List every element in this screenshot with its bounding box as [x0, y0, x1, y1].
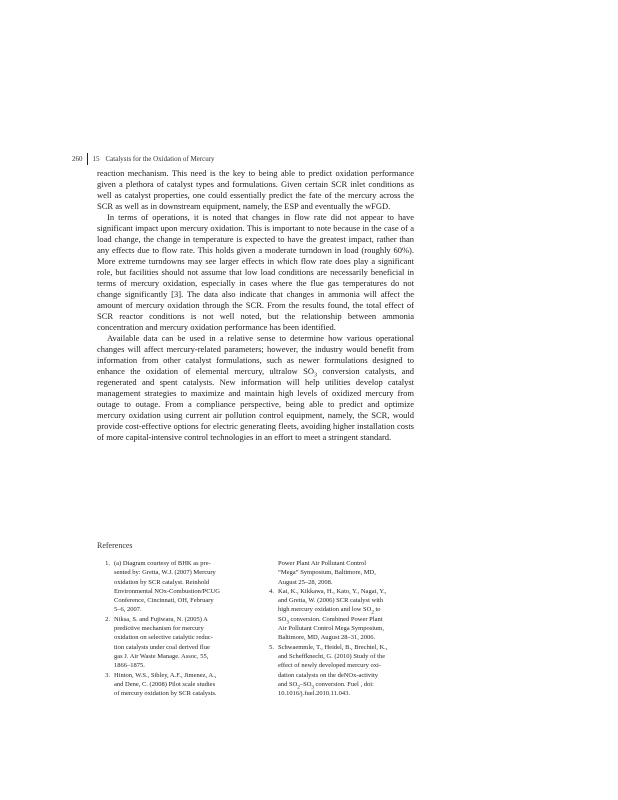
reference-5 — [261, 643, 417, 699]
reference-line: Kai, K., Kikkawa, H., Kato, Y., Nagai, Y., — [278, 587, 387, 595]
reference-line: and Gretta, W. (2006) SCR catalyst with — [278, 597, 384, 605]
reference-line: (a) Diagram courtesy of BHK as pre- — [114, 560, 211, 567]
reference-number: 1. — [105, 560, 110, 567]
references-column-left — [97, 559, 253, 698]
references-column-right — [261, 559, 417, 698]
running-header — [72, 153, 215, 165]
paragraph-1: reaction mechanism. This need is the key to being able to predict oxidation performance given a plethora of catalyst types and formulations. Given certain SCR inlet conditions as well as catalyst properties, one could essentially predict the fate of the mercury across the SCR as well as in downstream equipment, namely, the ESP and eventually the wFGD. — [97, 168, 414, 211]
reference-number: 4. — [269, 587, 274, 595]
reference-line: oxidation by SCR catalyst. Reinhold — [114, 578, 210, 586]
reference-line: oxidation on selective catalytic reduc- — [114, 634, 213, 642]
reference-line: and $SO_2-SO_3$ conversion. Fuel , doi: — [278, 680, 374, 691]
references-heading: References — [97, 541, 133, 550]
paragraph-2: In terms of operations, it is noted that changes in flow rate did not appear to have significant impact upon mercury oxidation. This is important to note because in the case of a load change, the change in temperature is expected to have the greatest impact, rather than any effects due to flow rate. This holds given a moderate turndown in load (roughly 60%). More extreme turndowns may see larger effects in which flow rate does play a significant role, but facilities should not assume that low load conditions are necessarily beneficial in terms of mercury oxidation, especially in cases where the flue gas temperatures do not change significantly [3]. The data also indicate that changes in ammonia will affect the amount of mercury oxidation through the SCR. From the results found, the total effect of SCR reactor conditions is not well noted, but the relationship between ammonia concentration and mercury oxidation performance has been identified. — [97, 212, 414, 332]
reference-3-continued — [261, 559, 417, 587]
reference-line: Schwaemmle, T., Heidel, B., Brechtel, K., — [278, 643, 388, 651]
reference-number: 2. — [105, 615, 110, 623]
reference-line: predictive mechanism for mercury — [114, 625, 204, 633]
reference-line: high mercury oxidation and low $SO_2$ to — [278, 606, 381, 616]
page-number: 260 — [72, 154, 83, 163]
reference-line: Hinton, W.S., Sibley, A.F., Jimenez, A., — [114, 671, 217, 679]
reference-number: 5. — [269, 643, 274, 651]
reference-3 — [97, 671, 253, 699]
chapter-title: Catalysts for the Oxidation of Mercury — [105, 154, 215, 163]
reference-2 — [97, 615, 253, 671]
reference-line: “Mega” Symposium, Baltimore, MD, — [278, 569, 376, 577]
reference-line: Power Plant Air Pollutant Control — [278, 560, 367, 567]
reference-line: and Dene, C. (2008) Pilot scale studies — [114, 680, 216, 688]
reference-4 — [261, 587, 417, 643]
reference-line: Conference, Cincinnati, OH, February — [114, 597, 214, 605]
reference-line: Air Pollutant Control Mega Symposium, — [278, 625, 384, 633]
chapter-number: 15 — [92, 154, 100, 163]
reference-number: 3. — [105, 671, 110, 679]
reference-line: tion catalysts under coal derived flue — [114, 643, 210, 651]
reference-1 — [97, 559, 253, 615]
reference-line: August 25–28, 2008. — [278, 578, 333, 586]
reference-line: sented by: Gretta, W.J. (2007) Mercury — [114, 569, 216, 577]
reference-line: 1866–1875. — [114, 662, 145, 670]
reference-line: 10.1016/j.fuel.2010.11.043. — [278, 690, 350, 698]
reference-line: effect of newly developed mercury oxi- — [278, 662, 381, 670]
reference-line: $SO_3$ conversion. Combined Power Plant — [278, 615, 383, 626]
reference-line: of mercury oxidation by SCR catalysts. — [114, 690, 217, 698]
paragraph-3 — [97, 333, 414, 443]
reference-line: and Scheffknecht, G. (2010) Study of the — [278, 652, 386, 660]
paragraph-3-part-a: Available data can be used in a relative sense to determine how various operational changes will affect mercury-related parameters; however, the industry would benefit from information from other catalyst formulations, such as newer formulations designed to enhance the oxidation of elemental mercury, ultralow SO — [97, 333, 414, 376]
reference-line: Niksa, S. and Fujiwara, N. (2005) A — [114, 615, 208, 623]
reference-line: Baltimore, MD, August 28–31, 2006. — [278, 634, 376, 642]
references-list — [97, 559, 417, 698]
paragraph-3-part-b: conversion catalysts, and regenerated and spent catalysts. New information will help utilities develop catalyst management strategies to maximize and maintain high levels of oxidized mercury from outage to outage. From a compliance perspective, being able to predict and optimize mercury oxidation using current air pollution control equipment, namely, the SCR, would provide cost-effective options for electric generating fleets, avoiding higher installation costs of more capital-intensive control technologies in an effort to meet a stringent standard. — [97, 366, 414, 442]
paragraph-3-subscript: 3 — [313, 372, 317, 379]
header-divider — [87, 153, 88, 165]
reference-line: 5–6, 2007. — [114, 606, 142, 614]
reference-line: dation catalysts on the deNOx-activity — [278, 671, 379, 679]
reference-line: gas J. Air Waste Manage. Assoc, 55, — [114, 652, 209, 660]
reference-line: Environmental NOx-Combustion/PCUG — [114, 587, 220, 595]
body-text — [97, 168, 414, 443]
